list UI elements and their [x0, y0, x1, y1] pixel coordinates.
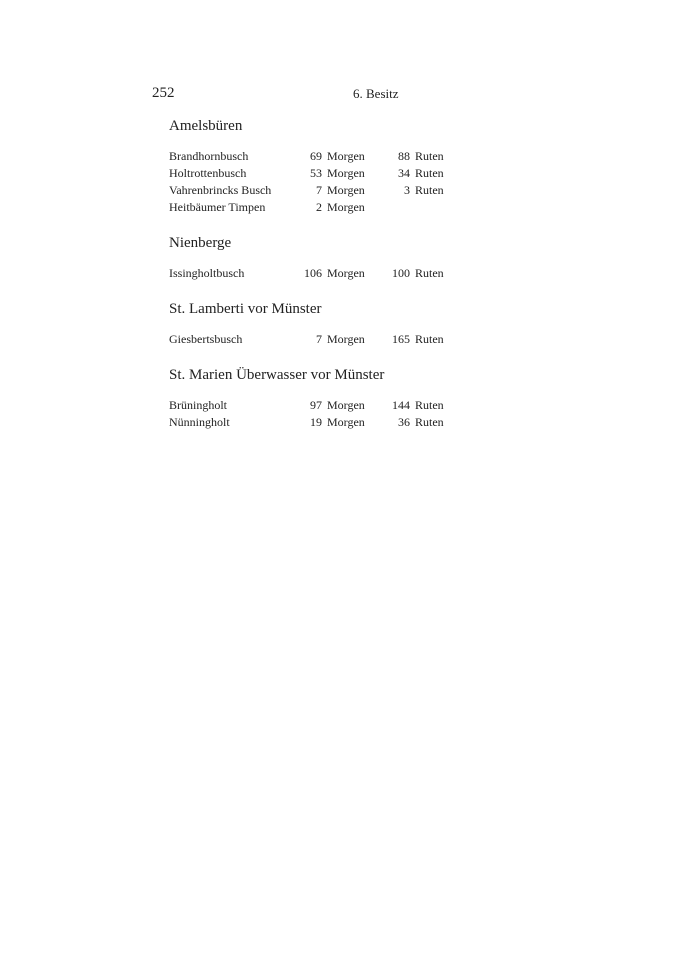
table-row — [169, 397, 459, 414]
ruten-unit: Ruten — [415, 415, 444, 429]
table-row — [169, 331, 459, 348]
morgen-unit: Morgen — [327, 415, 365, 429]
morgen-unit: Morgen — [327, 200, 365, 214]
table-row — [169, 199, 459, 216]
section-st-lamberti — [169, 300, 459, 348]
ruten-unit: Ruten — [415, 166, 444, 180]
ruten-value: 144 — [392, 398, 410, 412]
parcel-name: Nünningholt — [169, 415, 230, 429]
section-amelsbueren — [169, 117, 459, 216]
morgen-unit: Morgen — [327, 398, 365, 412]
morgen-unit: Morgen — [327, 149, 365, 163]
table-row — [169, 165, 459, 182]
ruten-unit: Ruten — [415, 183, 444, 197]
parcel-name: Vahrenbrincks Busch — [169, 183, 272, 197]
ruten-unit: Ruten — [415, 149, 444, 163]
morgen-unit: Morgen — [327, 183, 365, 197]
parcel-name: Brandhornbusch — [169, 149, 249, 163]
morgen-value: 7 — [316, 183, 322, 197]
morgen-value: 19 — [310, 415, 322, 429]
ruten-value: 34 — [398, 166, 410, 180]
section-heading: St. Lamberti vor Münster — [169, 301, 322, 317]
parcel-name: Giesbertsbusch — [169, 332, 243, 346]
morgen-unit: Morgen — [327, 332, 365, 346]
section-heading: Nienberge — [169, 235, 232, 251]
holdings-list — [169, 117, 459, 449]
morgen-value: 69 — [310, 149, 322, 163]
morgen-value: 7 — [316, 332, 322, 346]
parcel-name: Brüningholt — [169, 398, 228, 412]
morgen-value: 53 — [310, 166, 322, 180]
ruten-unit: Ruten — [415, 266, 444, 280]
parcel-name: Heitbäumer Timpen — [169, 200, 266, 214]
section-heading: St. Marien Überwasser vor Münster — [169, 367, 385, 383]
table-row — [169, 148, 459, 165]
section-nienberge — [169, 234, 459, 282]
parcel-name: Holtrottenbusch — [169, 166, 247, 180]
morgen-value: 2 — [316, 200, 322, 214]
parcel-name: Issingholtbusch — [169, 266, 245, 280]
ruten-unit: Ruten — [415, 398, 444, 412]
page-number: 252 — [152, 85, 175, 101]
section-st-marien-ueberwasser — [169, 366, 459, 431]
ruten-value: 165 — [392, 332, 410, 346]
ruten-value: 3 — [404, 183, 410, 197]
ruten-value: 36 — [398, 415, 410, 429]
morgen-value: 97 — [310, 398, 322, 412]
running-title: 6. Besitz — [353, 86, 399, 101]
ruten-value: 88 — [398, 149, 410, 163]
morgen-unit: Morgen — [327, 266, 365, 280]
table-row — [169, 265, 459, 282]
ruten-value: 100 — [392, 266, 410, 280]
ruten-value — [375, 199, 410, 216]
morgen-value: 106 — [304, 266, 322, 280]
ruten-unit: Ruten — [415, 332, 444, 346]
ruten-unit — [410, 199, 453, 216]
table-row — [169, 414, 459, 431]
morgen-unit: Morgen — [327, 166, 365, 180]
table-row — [169, 182, 459, 199]
section-heading: Amelsbüren — [169, 118, 243, 134]
